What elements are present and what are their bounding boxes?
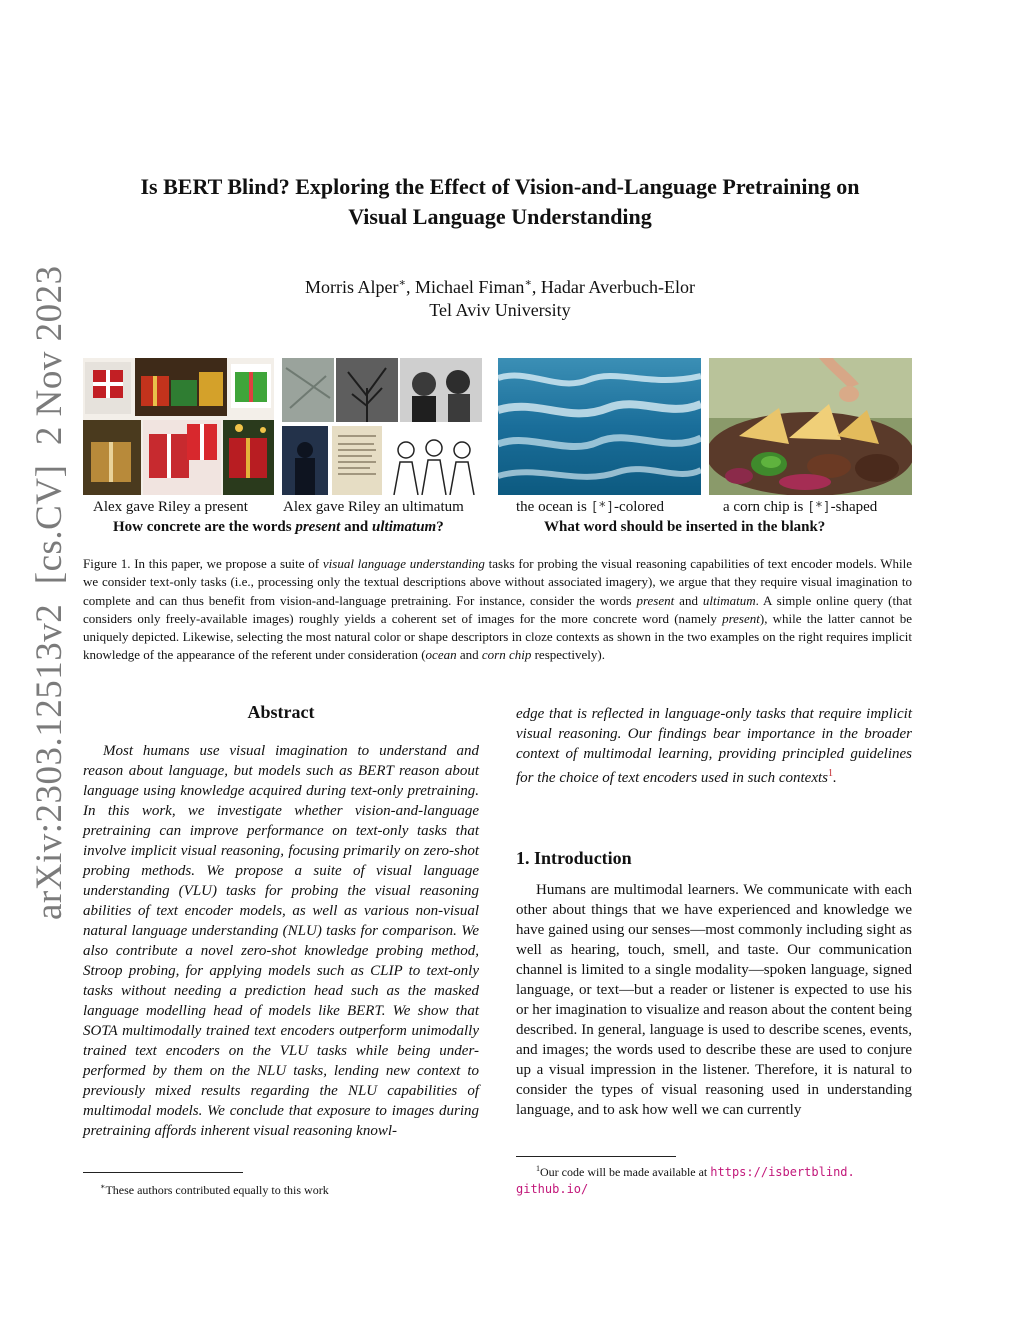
caption-present: Alex gave Riley a present: [93, 499, 248, 515]
ocean-image: [498, 358, 701, 495]
ultimatum-images-collage: [282, 358, 482, 495]
figure-caption-emphasis: visual language understanding: [322, 556, 485, 571]
introduction-heading: 1. Introduction: [516, 848, 632, 868]
paper-title: [80, 172, 920, 232]
abstract-body: Most humans use visual imagination to understand and reason about language, but models such as BERT reason about language using knowledge acquired during text-only pretraining. In this work, we investigate whether vision-and-language pretraining can improve performance on text-only tasks that involve implicit visual reasoning, focusing primarily on zero-shot probing methods. We propose a suite of visual language understanding (VLU) tasks for probing the visual reasoning abilities of text encoder models, as well as various non-visual natural language understanding (NLU) tasks for comparison. We also contribute a novel zero-shot knowledge probing method, Stroop probing, for applying models such as CLIP to text-only tasks without needing a prediction head such as the masked language modelling head of models like BERT. We show that SOTA multimodally trained text encoders outperform unimodally trained text encoders on the VLU tasks while being under-performed by them on the NLU tasks, lending new context to previously mixed results regarding the NLU capabilities of multimodal models. We conclude that exposure to images during pretraining affords inherent visual reasoning knowl-: [83, 743, 479, 1139]
footnote-rule-right: [516, 1156, 676, 1157]
nachos-illustration: [709, 358, 912, 495]
caption-ocean-text: the ocean is: [516, 499, 591, 515]
affiliation: Tel Aviv University: [429, 300, 571, 320]
figure-caption-emphasis: corn chip: [481, 647, 532, 663]
introduction-body: Humans are multimodal learners. We communicate with each other about things that we have experienced and knowledge we have gained using our senses—most commonly including sight as well as hearing, touch, smell, and taste. Our communication channel is limited to a single modality—spoken language, signed language, or text—but a reader or listener is expected to use his or her imagination to visualize and reason about the content being described. In general, language is used to describe scenes, events, and images; the words used to describe these are used to conjure up a visual impression in the listener. Therefore, it is natural to consider the types of visual reasoning used in understanding language, and to ask how well we can currently: [516, 882, 912, 1118]
footnote-code-label: [516, 1165, 710, 1179]
caption-corn-chip-suffix: -shaped: [830, 499, 878, 515]
gift-boxes-illustration: [83, 358, 274, 495]
author-list: [80, 272, 920, 299]
footnote-mark: ∗: [100, 1182, 106, 1191]
caption-corn-chip-text: a corn chip is: [723, 499, 808, 515]
question-concreteness-and: and: [340, 519, 373, 535]
author-2: , Michael Fiman: [405, 277, 525, 297]
footnote-code-mark: 1: [536, 1164, 540, 1173]
question-concreteness: [113, 519, 444, 536]
abstract-continuation: [516, 704, 912, 788]
right-column: [516, 704, 912, 1164]
ultimatum-illustration: [282, 358, 482, 495]
figure-caption-emphasis: ocean: [425, 647, 457, 663]
footnote-code-text: Our code will be made available at: [540, 1165, 711, 1179]
figure-caption-text: respectively).: [531, 647, 605, 663]
equal-contribution-mark-1: ∗: [398, 277, 406, 289]
caption-corn-chip-blank: [*]: [807, 500, 831, 515]
author-3: , Hadar Averbuch-Elor: [531, 277, 696, 297]
author-1: Morris Alper: [304, 277, 399, 297]
figure-caption-text: tasks for probing the visual reasoning capabilities of text encoder models. While we consider text-only tasks (i.e., processing only the textual descriptions above without associated imagery), we argue that they require visual imagination to complete and can thus benefit from vision-and-language pretraining. For instance, consider the words: [83, 556, 912, 608]
paper-title-line-1: Is BERT Blind? Exploring the Effect of Vision-and-Language Pretraining on: [140, 174, 860, 199]
caption-ultimatum: Alex gave Riley an ultimatum: [283, 499, 464, 515]
author-block: [80, 272, 920, 322]
footnote-code: [516, 1160, 916, 1198]
code-url-link[interactable]: https://isbertblind.: [710, 1165, 855, 1179]
caption-ocean-suffix: -colored: [614, 499, 665, 515]
figure-caption: [83, 555, 912, 665]
figure-caption-emphasis: present: [636, 592, 675, 608]
equal-contribution-mark-2: ∗: [524, 277, 532, 289]
footnote-equal-contribution: [100, 1178, 480, 1199]
question-concreteness-text: How concrete are the words: [113, 519, 296, 535]
figure-caption-emphasis: ultimatum: [702, 592, 756, 608]
caption-corn-chip: [723, 499, 877, 516]
code-url-link-continued[interactable]: github.io/: [516, 1182, 589, 1196]
arxiv-identifier: arXiv:2303.12513v2 [cs.CV] 2 Nov 2023: [29, 265, 70, 920]
figure-caption-text: ), while the latter cannot be uniquely depicted. Likewise, selecting the most natural color or shape descriptors in cloze contexts as shown in the two examples on the right requires implicit knowledge of the appearance of the referent under consideration (: [83, 610, 912, 663]
figure-caption-text: Figure 1. In this paper, we propose a suite of: [83, 556, 323, 571]
ocean-waves-illustration: [498, 358, 701, 495]
footnote-text: These authors contributed equally to this work: [105, 1183, 329, 1197]
question-word-ultimatum: ultimatum: [372, 519, 437, 535]
left-column: [83, 702, 479, 1141]
question-blank: What word should be inserted in the blank?: [544, 519, 826, 535]
abstract-continuation-text: edge that is reflected in language-only tasks that require implicit visual reasoning. Our findings bear importance in the broader context of multimodal learning, providing principled guidelines for the choice of text encoders used in such contexts: [516, 706, 912, 786]
figure-caption-text: . A simple online query (that considers only freely-available images) roughly yields a coherent set of images for the more concrete word (namely: [83, 592, 912, 626]
question-concreteness-mark: ?: [436, 519, 444, 535]
caption-ocean: [516, 499, 664, 516]
figure-caption-text: and: [674, 592, 703, 608]
corn-chip-image: [709, 358, 912, 495]
footnote-ref-1[interactable]: 1: [828, 768, 833, 779]
abstract-heading: Abstract: [247, 702, 315, 722]
question-word-present: present: [295, 519, 341, 535]
figure-caption-text: and: [456, 647, 482, 663]
caption-ocean-blank: [*]: [590, 500, 615, 515]
present-images-collage: [83, 358, 274, 495]
figure-caption-emphasis: present: [722, 610, 760, 626]
abstract-continuation-end: .: [833, 770, 837, 786]
paper-title-line-2: Visual Language Understanding: [348, 204, 652, 229]
footnote-rule-left: [83, 1172, 243, 1173]
